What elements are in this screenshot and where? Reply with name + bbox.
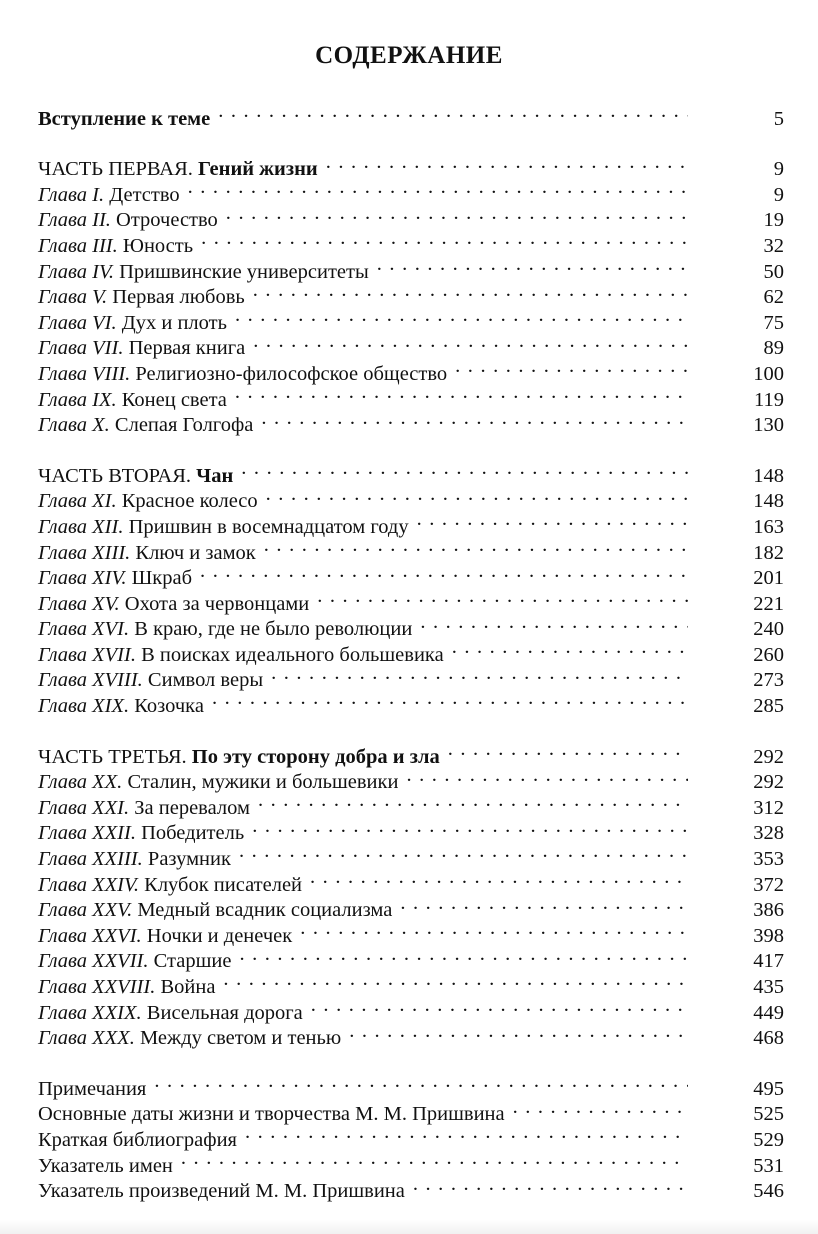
chapter-label: Глава XIV. bbox=[38, 567, 127, 590]
page-number: 386 bbox=[753, 899, 784, 922]
chapter-label: Глава VI. bbox=[38, 311, 117, 334]
dot-leader bbox=[181, 1146, 688, 1172]
dot-leader bbox=[271, 661, 688, 687]
toc-entry-title bbox=[38, 311, 227, 337]
appendix-title: Основные даты жизни и творчества М. М. Пришвина bbox=[38, 1103, 505, 1126]
dot-leader bbox=[235, 303, 688, 329]
chapter-label: Глава XXIX. bbox=[38, 1001, 142, 1024]
chapter-title: Пришвинские университеты bbox=[119, 260, 369, 283]
chapter-title: Детство bbox=[109, 183, 180, 206]
toc-entry-title bbox=[38, 694, 204, 720]
page-number: 201 bbox=[753, 567, 784, 590]
chapter-label: Глава IX. bbox=[38, 388, 117, 411]
chapter-title: Конец света bbox=[121, 388, 227, 411]
toc-entry-title bbox=[38, 183, 180, 209]
chapter-title: Клубок писателей bbox=[144, 873, 303, 896]
chapter-title: Победитель bbox=[141, 822, 245, 845]
chapter-title: Юность bbox=[122, 234, 194, 257]
page-number: 100 bbox=[753, 362, 784, 385]
chapter-label: Глава V. bbox=[38, 286, 108, 309]
toc-entry-title bbox=[38, 413, 253, 439]
chapter-title: Ключ и замок bbox=[135, 541, 256, 564]
dot-leader bbox=[239, 839, 688, 865]
chapter-label: Глава XIX. bbox=[38, 695, 130, 718]
chapter-label: Глава XXII. bbox=[38, 822, 136, 845]
dot-leader bbox=[406, 763, 688, 789]
dot-leader bbox=[241, 456, 688, 482]
chapter-title: Война bbox=[160, 976, 216, 998]
appendix-title: Указатель имен bbox=[38, 1154, 173, 1177]
chapter-label: Глава XXIII. bbox=[38, 848, 143, 871]
page-number: 260 bbox=[753, 643, 784, 666]
dot-leader bbox=[253, 329, 688, 355]
chapter-label: Глава XXVII. bbox=[38, 950, 149, 973]
toc-entry-title bbox=[38, 847, 231, 873]
dot-leader bbox=[311, 993, 688, 1019]
dot-leader bbox=[154, 1069, 688, 1095]
page-number: 119 bbox=[754, 388, 784, 411]
page-number: 292 bbox=[753, 745, 784, 768]
toc-entry-title bbox=[38, 107, 210, 133]
chapter-label: Глава XXIV. bbox=[38, 873, 140, 896]
dot-leader bbox=[326, 150, 688, 176]
toc-entry-part bbox=[38, 150, 784, 181]
toc-entry-title bbox=[38, 617, 412, 643]
toc-entry-title bbox=[38, 975, 215, 1001]
chapter-title: Козочка bbox=[134, 695, 204, 718]
dot-leader bbox=[452, 635, 688, 661]
chapter-label: Глава XVII. bbox=[38, 643, 136, 666]
chapter-label: Глава XII. bbox=[38, 515, 124, 538]
chapter-title: Медный всадник социализма bbox=[137, 899, 393, 922]
dot-leader bbox=[264, 533, 688, 559]
dot-leader bbox=[448, 737, 688, 763]
chapter-title: Сталин, мужики и большевики bbox=[127, 771, 399, 794]
toc-entry-title bbox=[38, 873, 302, 899]
page-number: 130 bbox=[753, 414, 784, 437]
page-number: 5 bbox=[773, 107, 784, 130]
dot-leader bbox=[413, 1172, 688, 1198]
dot-leader bbox=[235, 380, 688, 406]
chapter-title: Разумник bbox=[147, 848, 231, 871]
toc-entry-title bbox=[38, 285, 245, 311]
part-label: ЧАСТЬ ТРЕТЬЯ. bbox=[38, 745, 187, 768]
chapter-title: Между светом и тенью bbox=[139, 1027, 342, 1050]
dot-leader bbox=[188, 175, 688, 201]
toc-entry-part bbox=[38, 737, 784, 768]
toc-entry-title bbox=[38, 566, 192, 592]
page-number: 328 bbox=[753, 822, 784, 845]
dot-leader bbox=[377, 252, 688, 278]
dot-leader bbox=[300, 916, 688, 942]
toc-entry-title bbox=[38, 1179, 405, 1205]
page-number: 221 bbox=[753, 592, 784, 615]
chapter-label: Глава XIII. bbox=[38, 541, 131, 564]
toc-entry-title bbox=[38, 234, 193, 260]
dot-leader bbox=[223, 967, 688, 993]
page-title: СОДЕРЖАНИЕ bbox=[315, 42, 503, 69]
page-number: 449 bbox=[753, 1001, 784, 1024]
page-number: 89 bbox=[763, 337, 784, 360]
page-number: 240 bbox=[753, 618, 784, 641]
page-number: 19 bbox=[763, 209, 784, 232]
dot-leader bbox=[245, 1120, 688, 1146]
page-number: 62 bbox=[763, 286, 784, 309]
chapter-label: Глава XV. bbox=[38, 592, 120, 615]
dot-leader bbox=[266, 482, 688, 508]
dot-leader bbox=[258, 788, 688, 814]
chapter-label: Глава II. bbox=[38, 209, 111, 232]
chapter-label: Глава XXVIII. bbox=[38, 976, 156, 998]
page-number: 285 bbox=[753, 695, 784, 718]
chapter-title: Слепая Голгофа bbox=[114, 414, 254, 437]
page-number: 468 bbox=[753, 1027, 784, 1050]
part-title: По эту сторону добра и зла bbox=[191, 745, 440, 768]
chapter-title: Пришвин в восемнадцатом году bbox=[128, 515, 409, 538]
dot-leader bbox=[252, 814, 688, 840]
dot-leader bbox=[349, 1019, 688, 1045]
table-of-contents bbox=[38, 99, 784, 1203]
toc-entry-title bbox=[38, 1026, 341, 1052]
page-number: 398 bbox=[753, 924, 784, 947]
toc-entry-title bbox=[38, 745, 440, 771]
chapter-title: Висельная дорога bbox=[146, 1001, 303, 1024]
part-title: Чан bbox=[196, 464, 234, 487]
chapter-title: Отрочество bbox=[116, 209, 218, 232]
chapter-title: Старшие bbox=[153, 950, 232, 973]
page-bottom-edge bbox=[0, 1220, 818, 1234]
toc-entry-title bbox=[38, 336, 245, 362]
dot-leader bbox=[513, 1095, 688, 1121]
dot-leader bbox=[400, 891, 688, 917]
page-number: 546 bbox=[753, 1180, 784, 1203]
chapter-title: За перевалом bbox=[134, 796, 250, 819]
page-number: 417 bbox=[753, 950, 784, 973]
toc-entry-title bbox=[38, 1154, 173, 1180]
chapter-title: В краю, где не было революции bbox=[134, 618, 413, 641]
chapter-label: Глава XXVI. bbox=[38, 924, 142, 947]
chapter-label: Глава IV. bbox=[38, 260, 114, 283]
toc-entry-title bbox=[38, 208, 218, 234]
toc-entry-title bbox=[38, 1001, 303, 1027]
dot-leader bbox=[455, 354, 688, 380]
toc-entry-title bbox=[38, 796, 250, 822]
dot-leader bbox=[200, 559, 688, 585]
chapter-title: В поисках идеального большевика bbox=[141, 643, 444, 666]
dot-leader bbox=[239, 942, 688, 968]
page-number: 163 bbox=[753, 515, 784, 538]
chapter-title: Красное колесо bbox=[121, 490, 258, 513]
dot-leader bbox=[212, 686, 688, 712]
dot-leader bbox=[420, 610, 688, 636]
chapter-label: Глава XXI. bbox=[38, 796, 130, 819]
toc-entry-title bbox=[38, 1077, 146, 1103]
chapter-title: Символ веры bbox=[147, 669, 264, 692]
chapter-label: Глава I. bbox=[38, 183, 105, 206]
toc-entry-part bbox=[38, 456, 784, 487]
dot-leader bbox=[226, 201, 688, 227]
chapter-title: Первая любовь bbox=[112, 286, 245, 309]
chapter-label: Глава XXX. bbox=[38, 1027, 135, 1050]
chapter-title: Шкраб bbox=[131, 567, 193, 590]
page-number: 9 bbox=[773, 158, 784, 181]
dot-leader bbox=[218, 99, 688, 125]
appendix-title: Указатель произведений М. М. Пришвина bbox=[38, 1180, 405, 1203]
dot-leader bbox=[261, 406, 688, 432]
chapter-label: Глава XI. bbox=[38, 490, 117, 513]
chapter-label: Глава XVIII. bbox=[38, 669, 143, 692]
page-number: 32 bbox=[763, 234, 784, 257]
page-number: 292 bbox=[753, 771, 784, 794]
toc-entry-appendix bbox=[38, 1069, 784, 1100]
page-number: 312 bbox=[753, 796, 784, 819]
part-label: ЧАСТЬ ВТОРАЯ. bbox=[38, 464, 192, 487]
chapter-title: Ночки и денечек bbox=[146, 924, 293, 947]
page-number: 372 bbox=[753, 873, 784, 896]
chapter-title: Дух и плоть bbox=[121, 311, 227, 334]
page-number: 75 bbox=[763, 311, 784, 334]
page-number: 50 bbox=[763, 260, 784, 283]
page-number: 182 bbox=[753, 541, 784, 564]
toc-entry-title bbox=[38, 821, 244, 847]
dot-leader bbox=[253, 278, 688, 304]
page-number: 529 bbox=[753, 1128, 784, 1151]
chapter-label: Глава VII. bbox=[38, 337, 124, 360]
chapter-title: Охота за червонцами bbox=[124, 592, 310, 615]
chapter-label: Глава X. bbox=[38, 414, 110, 437]
page-number: 495 bbox=[753, 1077, 784, 1100]
toc-entry-title bbox=[38, 388, 227, 414]
chapter-label: Глава III. bbox=[38, 234, 118, 257]
chapter-label: Глава XX. bbox=[38, 771, 123, 794]
appendix-title: Примечания bbox=[38, 1077, 147, 1100]
page-number: 525 bbox=[753, 1103, 784, 1126]
toc-entry-title bbox=[38, 949, 231, 975]
page-number: 353 bbox=[753, 848, 784, 871]
page-number: 9 bbox=[773, 183, 784, 206]
chapter-label: Глава XVI. bbox=[38, 618, 130, 641]
appendix-title: Краткая библиография bbox=[38, 1128, 237, 1151]
page-number: 148 bbox=[753, 464, 784, 487]
chapter-title: Религиозно-философское общество bbox=[135, 362, 448, 385]
dot-leader bbox=[417, 507, 688, 533]
toc-entry-title bbox=[38, 464, 233, 490]
toc-entry-title bbox=[38, 592, 309, 618]
page-number: 435 bbox=[753, 976, 784, 998]
part-title: Гений жизни bbox=[198, 158, 318, 181]
dot-leader bbox=[201, 226, 688, 252]
chapter-label: Глава VIII. bbox=[38, 362, 131, 385]
toc-entry-intro bbox=[38, 99, 784, 130]
page-number: 531 bbox=[753, 1154, 784, 1177]
dot-leader bbox=[317, 584, 688, 610]
page-number: 148 bbox=[753, 490, 784, 513]
dot-leader bbox=[310, 865, 688, 891]
part-label: ЧАСТЬ ПЕРВАЯ. bbox=[38, 158, 193, 181]
intro-title: Вступление к теме bbox=[38, 107, 211, 130]
toc-entry-appendix bbox=[38, 1095, 784, 1126]
chapter-label: Глава XXV. bbox=[38, 899, 133, 922]
page-number: 273 bbox=[753, 669, 784, 692]
toc-entry-title bbox=[38, 489, 258, 515]
chapter-title: Первая книга bbox=[128, 337, 246, 360]
